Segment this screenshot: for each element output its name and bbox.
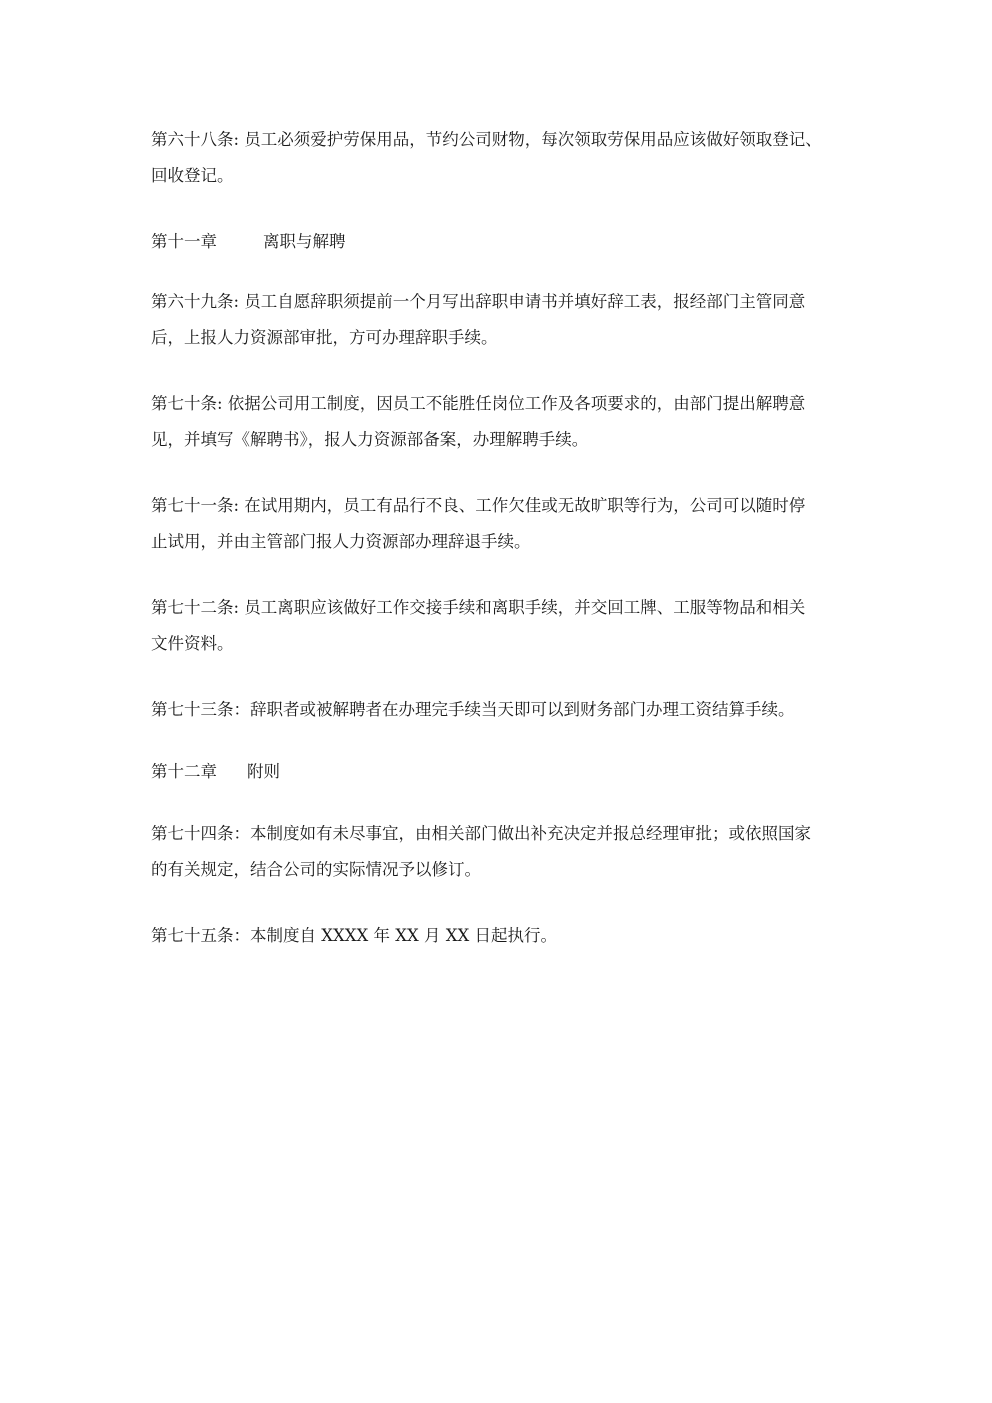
article-74-line-1: 第七十四条：本制度如有未尽事宜，由相关部门做出补充决定并报总经理审批；或依照国家 [151, 824, 811, 843]
article-69-line-2: 后，上报人力资源部审批，方可办理辞职手续。 [151, 328, 498, 347]
article-72-line-1: 第七十二条: 员工离职应该做好工作交接手续和离职手续，并交回工牌、工服等物品和相关 [151, 598, 806, 617]
article-68-line-2: 回收登记。 [151, 166, 234, 185]
article-69 [151, 284, 846, 356]
article-73 [151, 692, 846, 728]
article-75 [151, 918, 846, 954]
article-75-line-1: 第七十五条：本制度自 XXXX 年 XX 月 XX 日起执行。 [151, 926, 557, 945]
article-71-line-1: 第七十一条: 在试用期内，员工有品行不良、工作欠佳或无故旷职等行为，公司可以随时停 [151, 496, 806, 515]
article-72-line-2: 文件资料。 [151, 634, 234, 653]
article-70-line-1: 第七十条: 依据公司用工制度，因员工不能胜任岗位工作及各项要求的，由部门提出解聘意 [151, 394, 806, 413]
article-73-line-1: 第七十三条：辞职者或被解聘者在办理完手续当天即可以到财务部门办理工资结算手续。 [151, 700, 795, 719]
chapter-12-number: 第十二章 [151, 762, 217, 781]
article-74-line-2: 的有关规定，结合公司的实际情况予以修订。 [151, 860, 481, 879]
chapter-11-title: 离职与解聘 [263, 232, 346, 251]
chapter-12-heading [151, 754, 846, 790]
article-70 [151, 386, 846, 458]
article-74 [151, 816, 846, 888]
chapter-11-number: 第十一章 [151, 232, 217, 251]
article-71-line-2: 止试用，并由主管部门报人力资源部办理辞退手续。 [151, 532, 531, 551]
article-69-line-1: 第六十九条: 员工自愿辞职须提前一个月写出辞职申请书并填好辞工表，报经部门主管同意 [151, 292, 806, 311]
article-71 [151, 488, 846, 560]
article-68-line-1: 第六十八条: 员工必须爱护劳保用品，节约公司财物，每次领取劳保用品应该做好领取登记、 [151, 130, 822, 149]
chapter-12-title: 附则 [247, 762, 280, 781]
article-70-line-2: 见，并填写《解聘书》，报人力资源部备案，办理解聘手续。 [151, 430, 589, 449]
article-72 [151, 590, 846, 662]
article-68 [151, 122, 846, 194]
chapter-11-heading [151, 224, 846, 260]
